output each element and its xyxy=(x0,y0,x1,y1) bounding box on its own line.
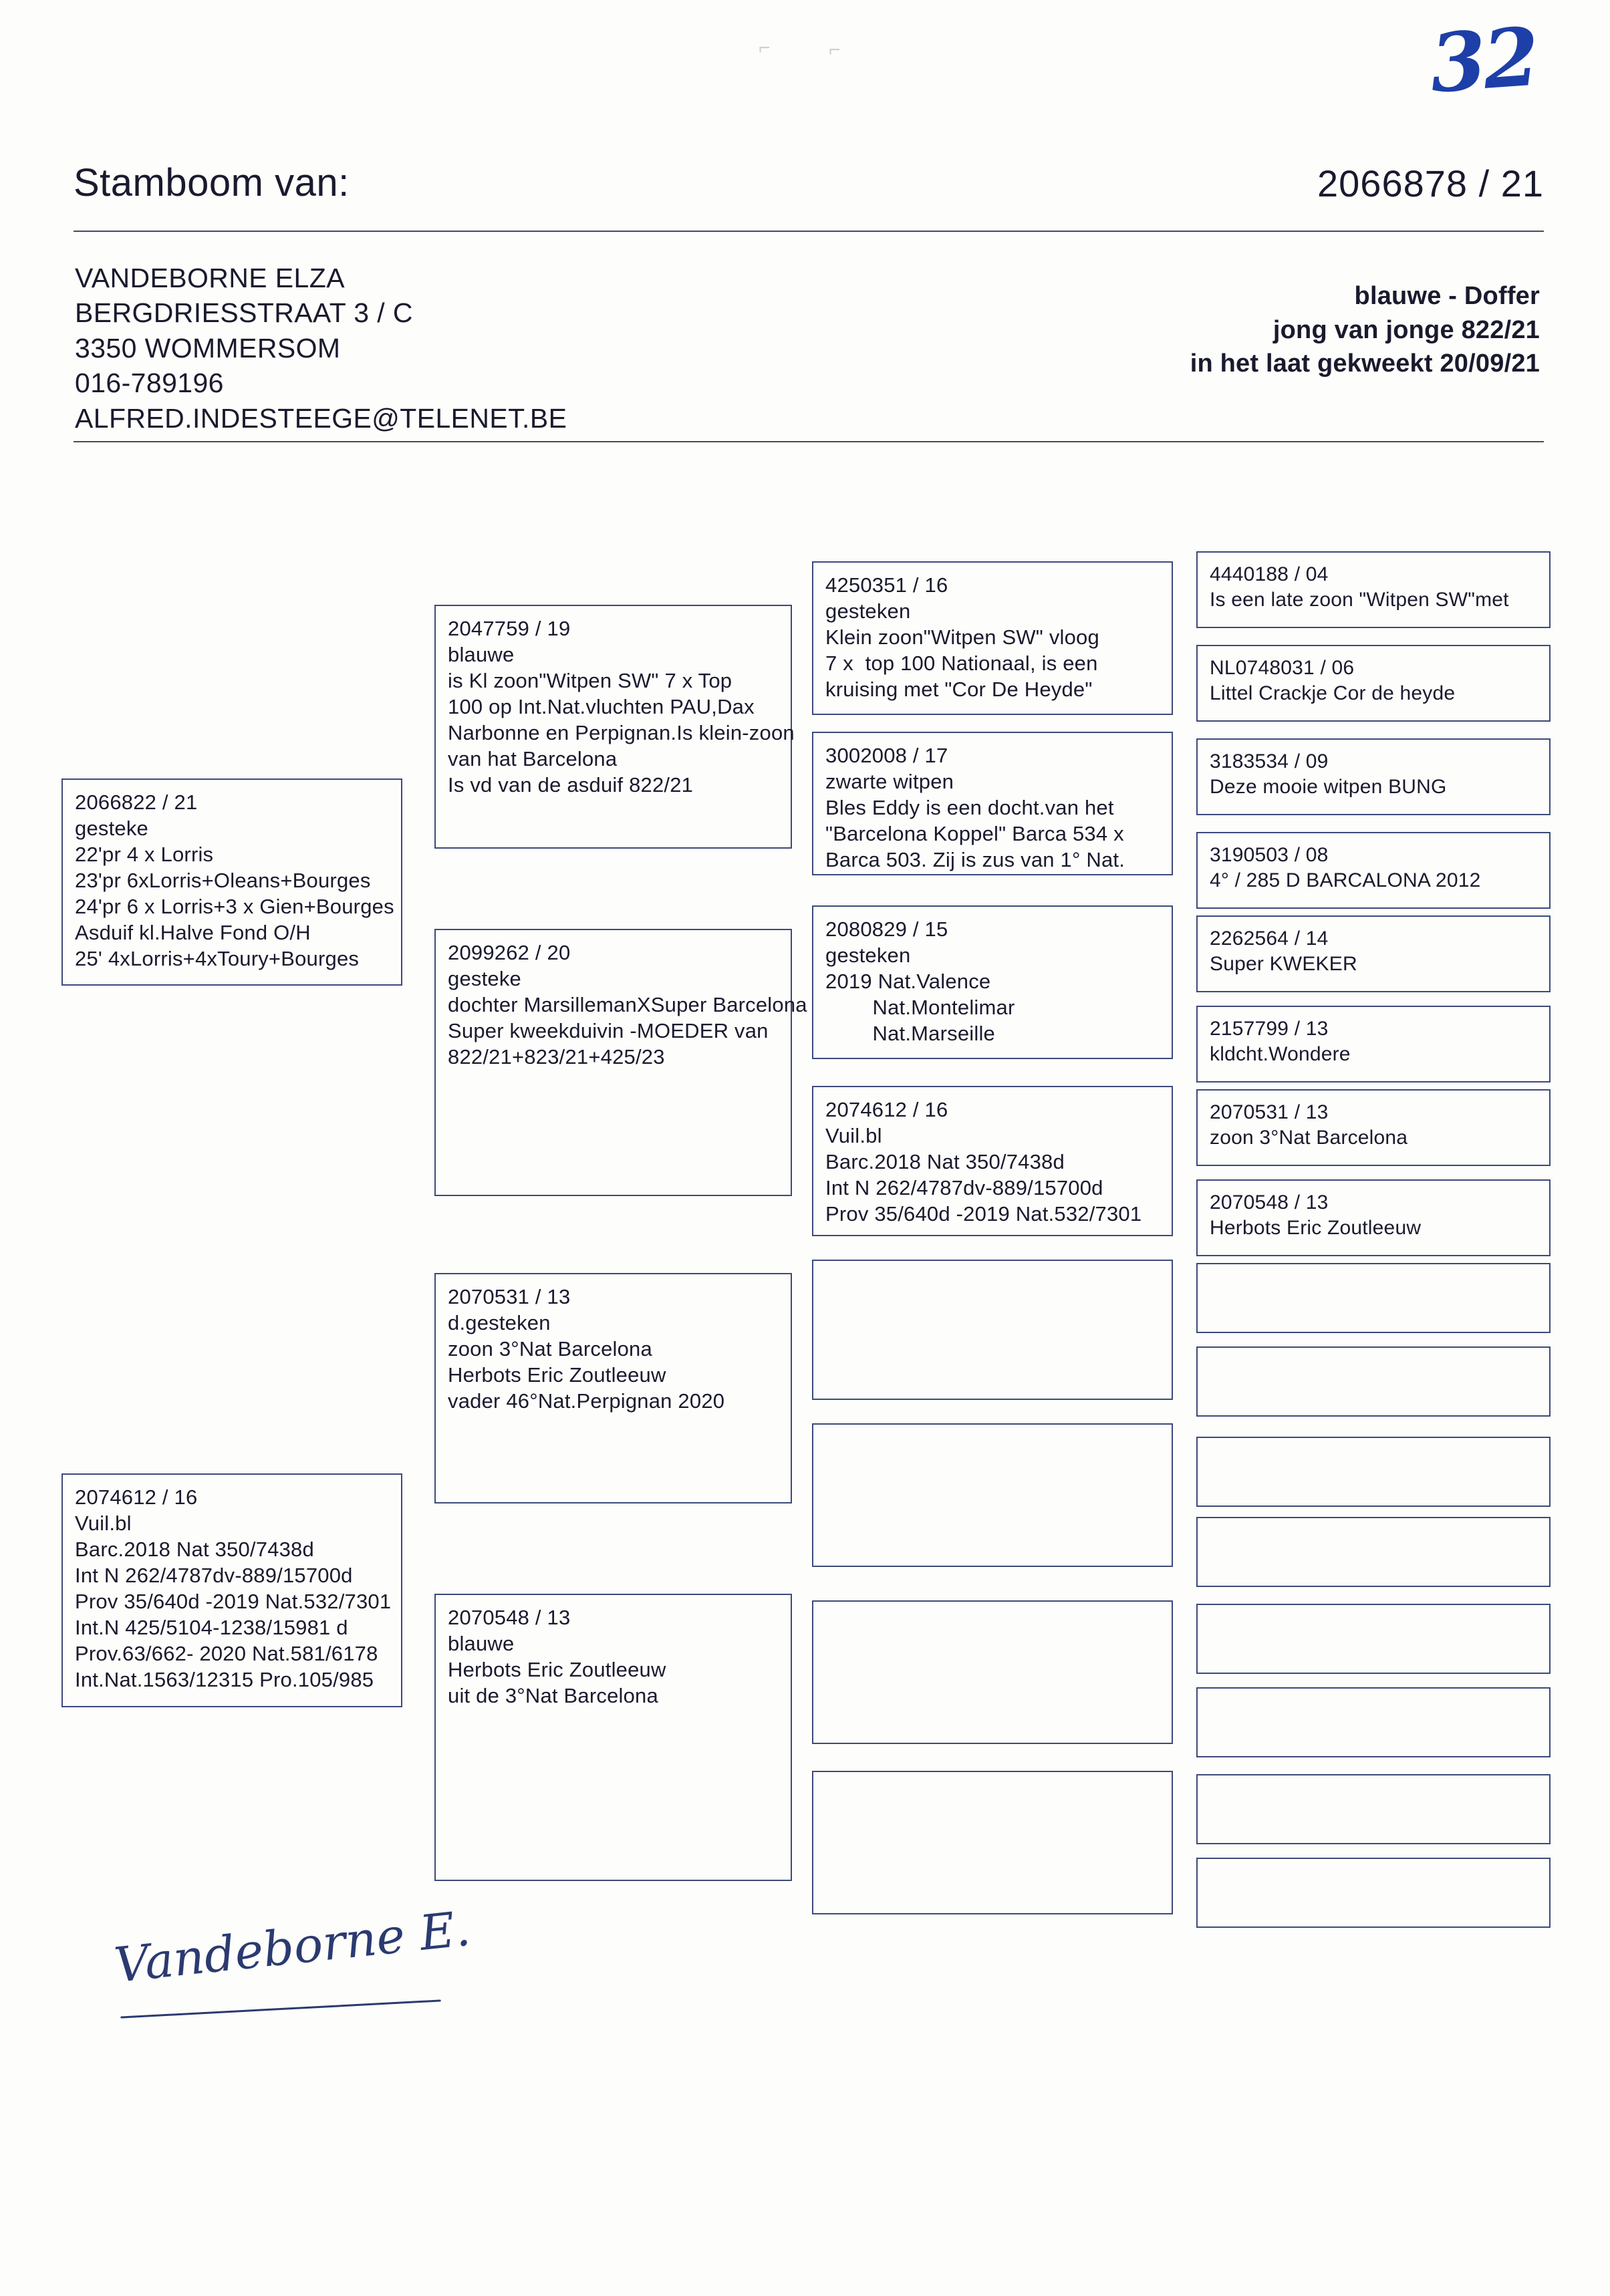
pedigree-box-gen4-10 xyxy=(1196,1437,1551,1507)
pedigree-box-gen2-1 xyxy=(434,929,807,1196)
box-line: kruising met "Cor De Heyde" xyxy=(825,678,1093,702)
box-line: 2099262 / 20 xyxy=(448,941,571,964)
box-line: Is vd van de asduif 822/21 xyxy=(448,773,694,797)
ring-number: 2066878 / 21 xyxy=(1317,162,1544,204)
pedigree-box-gen4-6 xyxy=(1196,1089,1551,1166)
box-line: 3183534 / 09 xyxy=(1210,750,1329,772)
box-line: 2070548 / 13 xyxy=(1210,1191,1329,1213)
box-line: 2019 Nat.Valence xyxy=(825,970,991,994)
box-line: Prov 35/640d -2019 Nat.532/7301 xyxy=(75,1590,392,1614)
box-line: 4440188 / 04 xyxy=(1210,563,1329,585)
bird-breeding-note: in het laat gekweekt 20/09/21 xyxy=(1190,349,1540,378)
box-line: 2262564 / 14 xyxy=(1210,927,1329,950)
box-line: zoon 3°Nat Barcelona xyxy=(1210,1126,1408,1149)
box-line: zwarte witpen xyxy=(825,770,954,794)
pedigree-box-gen3-0 xyxy=(812,561,1173,715)
box-line: Barca 503. Zij is zus van 1° Nat. xyxy=(825,848,1125,872)
box-line: zoon 3°Nat Barcelona xyxy=(448,1337,652,1361)
box-line: 2070548 / 13 xyxy=(448,1606,571,1629)
box-line: 22'pr 4 x Lorris xyxy=(75,843,214,867)
pedigree-box-gen4-0 xyxy=(1196,551,1551,628)
pedigree-box-gen4-8 xyxy=(1196,1263,1551,1333)
box-line: "Barcelona Koppel" Barca 534 x xyxy=(825,822,1124,846)
box-line: NL0748031 / 06 xyxy=(1210,657,1355,679)
pedigree-box-gen4-12 xyxy=(1196,1604,1551,1674)
box-line: is Kl zoon"Witpen SW" 7 x Top xyxy=(448,669,732,693)
box-line: Littel Crackje Cor de heyde xyxy=(1210,682,1456,704)
box-line: gesteke xyxy=(448,967,521,991)
owner-line: VANDEBORNE ELZA xyxy=(75,263,345,293)
box-line: Herbots Eric Zoutleeuw xyxy=(448,1363,666,1387)
pedigree-box-gen2-2 xyxy=(434,1273,792,1503)
pedigree-box-gen4-15 xyxy=(1196,1858,1551,1928)
box-line: d.gesteken xyxy=(448,1311,551,1335)
box-line: Vuil.bl xyxy=(75,1512,132,1536)
document-title-row xyxy=(74,160,1544,205)
box-line: 822/21+823/21+425/23 xyxy=(448,1045,665,1069)
box-line: Int N 262/4787dv-889/15700d xyxy=(75,1564,353,1588)
pedigree-box-gen3-3 xyxy=(812,1086,1173,1236)
box-line: 2074612 / 16 xyxy=(75,1485,198,1509)
box-line: Herbots Eric Zoutleeuw xyxy=(448,1658,666,1682)
box-line: Herbots Eric Zoutleeuw xyxy=(1210,1216,1422,1239)
pedigree-box-gen2-0 xyxy=(434,605,795,849)
box-line: 2157799 / 13 xyxy=(1210,1018,1329,1040)
box-line: 2070531 / 13 xyxy=(448,1285,571,1308)
box-line: 4250351 / 16 xyxy=(825,573,948,597)
divider-bottom xyxy=(74,441,1544,442)
pedigree-box-gen3-5 xyxy=(812,1423,1173,1567)
box-line: 3002008 / 17 xyxy=(825,744,948,767)
box-line: 2066822 / 21 xyxy=(75,791,198,814)
pedigree-box-gen1-0 xyxy=(61,778,402,986)
box-line: Barc.2018 Nat 350/7438d xyxy=(75,1538,314,1562)
pedigree-box-gen3-2 xyxy=(812,905,1173,1059)
pedigree-box-gen4-4 xyxy=(1196,915,1551,992)
box-line: 23'pr 6xLorris+Oleans+Bourges xyxy=(75,869,371,893)
pedigree-box-gen3-6 xyxy=(812,1600,1173,1744)
box-line: Asduif kl.Halve Fond O/H xyxy=(75,921,311,945)
box-line: 100 op Int.Nat.vluchten PAU,Dax xyxy=(448,695,755,719)
box-line: Super kweekduivin -MOEDER van xyxy=(448,1019,769,1043)
box-line: 7 x top 100 Nationaal, is een xyxy=(825,652,1098,676)
box-line: dochter MarsillemanXSuper Barcelona xyxy=(448,993,807,1017)
pedigree-box-gen4-3 xyxy=(1196,832,1551,909)
box-line: 24'pr 6 x Lorris+3 x Gien+Bourges xyxy=(75,895,394,919)
box-line: kldcht.Wondere xyxy=(1210,1042,1351,1065)
owner-line: ALFRED.INDESTEEGE@TELENET.BE xyxy=(75,402,567,434)
pedigree-box-gen4-11 xyxy=(1196,1517,1551,1587)
pedigree-box-gen2-3 xyxy=(434,1594,792,1881)
owner-line: BERGDRIESSTRAAT 3 / C xyxy=(75,297,413,329)
box-line: Prov 35/640d -2019 Nat.532/7301 xyxy=(825,1202,1142,1226)
box-line: Nat.Marseille xyxy=(825,1022,995,1046)
box-line: Barc.2018 Nat 350/7438d xyxy=(825,1150,1065,1174)
pedigree-box-gen4-9 xyxy=(1196,1346,1551,1417)
signature-block xyxy=(112,1900,488,2065)
page-title: Stamboom van: xyxy=(74,161,350,204)
box-line: gesteken xyxy=(825,599,911,623)
pedigree-box-gen3-1 xyxy=(812,732,1173,875)
pedigree-box-gen4-5 xyxy=(1196,1006,1551,1083)
owner-line: 3350 WOMMERSOM xyxy=(75,332,341,364)
box-line: 25' 4xLorris+4xToury+Bourges xyxy=(75,947,360,971)
pedigree-box-gen4-1 xyxy=(1196,645,1551,722)
box-line: Int N 262/4787dv-889/15700d xyxy=(825,1176,1103,1200)
box-line: Prov.63/662- 2020 Nat.581/6178 xyxy=(75,1642,378,1666)
bird-origin: jong van jonge 822/21 xyxy=(1272,315,1540,344)
pedigree-box-gen4-7 xyxy=(1196,1179,1551,1256)
box-line: gesteken xyxy=(825,944,911,968)
box-line: 3190503 / 08 xyxy=(1210,844,1329,866)
box-line: Vuil.bl xyxy=(825,1124,882,1148)
box-line: van hat Barcelona xyxy=(448,747,618,771)
owner-address-block xyxy=(75,261,567,436)
box-line: Nat.Montelimar xyxy=(825,996,1015,1020)
box-line: Deze mooie witpen BUNG xyxy=(1210,775,1447,798)
handwritten-page-number: 32 xyxy=(1427,9,1540,112)
pedigree-box-gen3-7 xyxy=(812,1771,1173,1914)
box-line: 2047759 / 19 xyxy=(448,617,571,640)
box-line: Is een late zoon "Witpen SW"met xyxy=(1210,588,1509,611)
box-line: 2080829 / 15 xyxy=(825,917,948,941)
box-line: Narbonne en Perpignan.Is klein-zoon xyxy=(448,721,795,745)
signature-name: Vandeborne E. xyxy=(112,1900,473,1994)
box-line: Klein zoon"Witpen SW" vloog xyxy=(825,625,1099,650)
scan-artifact-1: ⌐ xyxy=(759,37,771,59)
box-line: Int.N 425/5104-1238/15981 d xyxy=(75,1616,348,1640)
box-line: uit de 3°Nat Barcelona xyxy=(448,1684,658,1708)
divider-top xyxy=(74,231,1544,232)
pedigree-box-gen4-14 xyxy=(1196,1774,1551,1844)
scan-artifact-2: ⌐ xyxy=(829,39,841,61)
bird-color-sex: blauwe - Doffer xyxy=(1354,282,1540,310)
box-line: 2070531 / 13 xyxy=(1210,1101,1329,1123)
box-line: blauwe xyxy=(448,643,515,667)
box-line: 2074612 / 16 xyxy=(825,1098,948,1121)
box-line: vader 46°Nat.Perpignan 2020 xyxy=(448,1389,725,1413)
owner-line: 016-789196 xyxy=(75,368,224,399)
box-line: Super KWEKER xyxy=(1210,952,1357,975)
box-line: blauwe xyxy=(448,1632,515,1656)
box-line: 4° / 285 D BARCALONA 2012 xyxy=(1210,869,1481,891)
box-line: Int.Nat.1563/12315 Pro.105/985 xyxy=(75,1668,374,1692)
pedigree-box-gen3-4 xyxy=(812,1260,1173,1400)
signature-underline xyxy=(120,1999,440,2018)
pedigree-box-gen4-2 xyxy=(1196,738,1551,815)
box-line: Bles Eddy is een docht.van het xyxy=(825,796,1114,820)
pedigree-box-gen1-1 xyxy=(61,1473,402,1707)
pedigree-box-gen4-13 xyxy=(1196,1687,1551,1757)
bird-meta-block xyxy=(1190,279,1540,381)
box-line: gesteke xyxy=(75,817,148,841)
